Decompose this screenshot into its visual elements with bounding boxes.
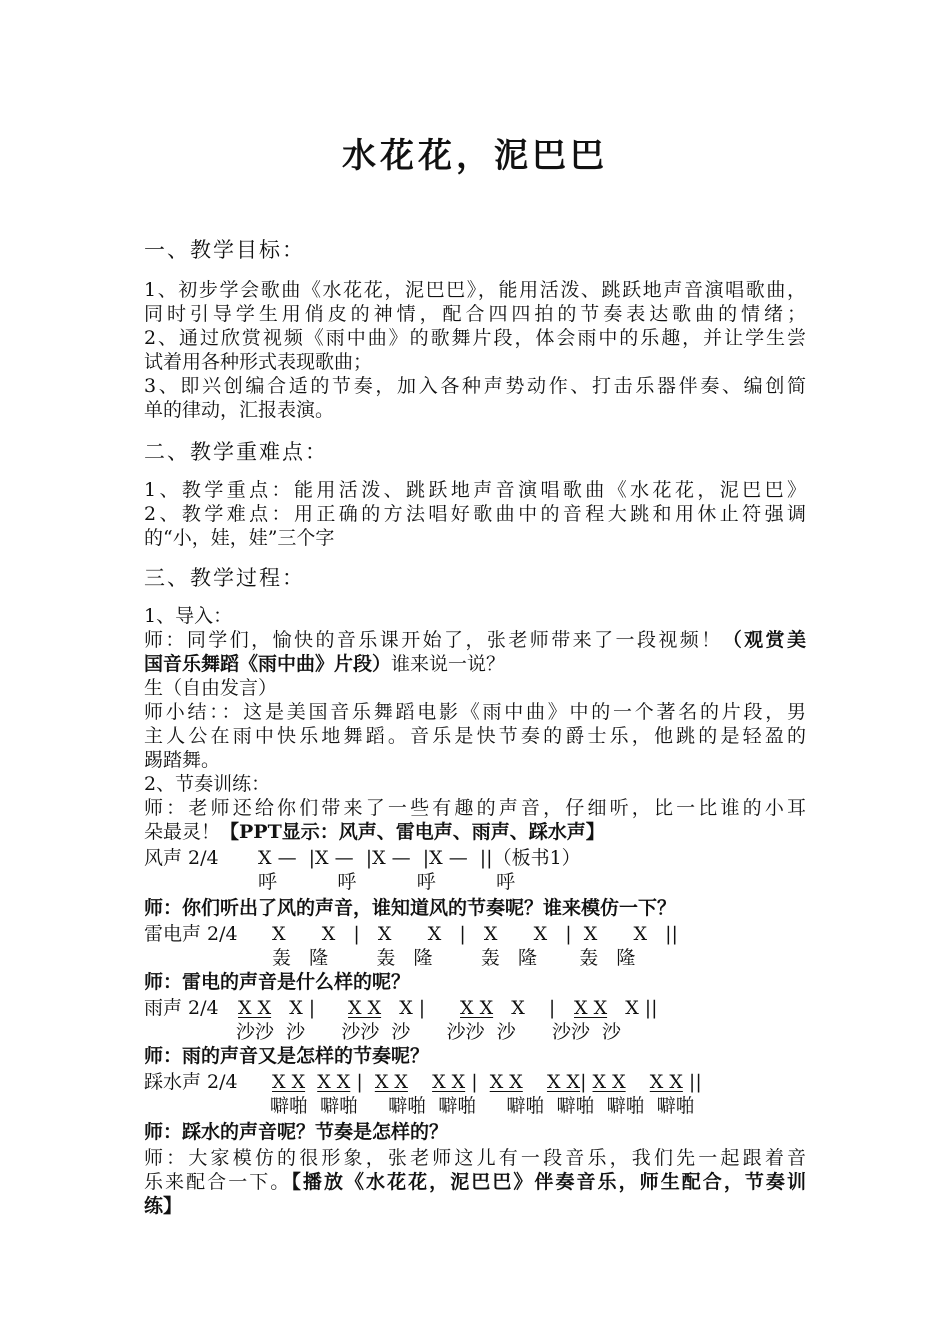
question-thunder: 师：雷电的声音是什么样的呢？ — [144, 971, 411, 993]
section-heading-keypoints: 二、教学重难点： — [144, 440, 328, 464]
rain-quarter: X || — [607, 997, 658, 1019]
thunder-notes: X X | X X | X X | X X || — [272, 923, 678, 945]
question-splash: 师：踩水的声音呢？节奏是怎样的？ — [144, 1121, 449, 1143]
teacher-line — [144, 652, 505, 676]
goal-line: 1、初步学会歌曲《水花花，泥巴巴》，能用活泼、跳跃地声音演唱歌曲， — [144, 279, 806, 301]
teacher-line — [144, 820, 605, 844]
play-note: 【播放《水花花，泥巴巴》伴奏音乐，师生配合，节奏训 — [291, 1171, 806, 1193]
teacher-line: 师：大家模仿的很形象，张老师这儿有一段音乐，我们先一起跟着音 — [144, 1147, 806, 1169]
teacher-line — [144, 1170, 806, 1194]
rain-notes — [348, 996, 425, 1020]
section-heading-goals: 一、教学目标： — [144, 238, 305, 262]
goal-line: 试着用各种形式表现歌曲； — [144, 351, 373, 373]
rain-notes — [574, 996, 658, 1020]
document-title: 水花花，泥巴巴 — [342, 136, 608, 176]
splash-eighths: X X — [317, 1071, 351, 1093]
keypoint-line: 1、教学重点：能用活泼、跳跃地声音演唱歌曲《水花花，泥巴巴》 — [144, 479, 806, 501]
summary-line: 师小结：：这是美国音乐舞蹈电影《雨中曲》中的一个著名的片段，男 — [144, 701, 806, 723]
teacher-bold-text: 国音乐舞蹈《雨中曲》片段） — [144, 653, 392, 675]
wind-label: 风声 2/4 — [144, 847, 219, 869]
teacher-line: 师：老师还给你们带来了一些有趣的声音，仔细听，比一比谁的小耳 — [144, 797, 806, 819]
teacher-text: 谁来说一说？ — [391, 653, 506, 675]
splash-eighths: X X — [649, 1071, 683, 1093]
teacher-text: 朵最灵！ — [144, 821, 221, 843]
question-rain: 师：雨的声音又是怎样的节奏呢？ — [144, 1045, 430, 1067]
rain-quarter: X | — [271, 997, 316, 1019]
teacher-line — [144, 628, 806, 652]
splash-syllables: 噼啪 噼啪 噼啪 噼啪 噼啪 噼啪 噼啪 噼啪 — [270, 1095, 695, 1117]
question-wind: 师：你们听出了风的声音，谁知道风的节奏呢？谁来模仿一下？ — [144, 897, 677, 919]
thunder-label: 雷电声 2/4 — [144, 923, 238, 945]
rain-quarter: X | — [381, 997, 426, 1019]
keypoint-line: 2、教学难点：用正确的方法唱好歌曲中的音程大跳和用休止符强调 — [144, 503, 806, 525]
splash-eighths: X X — [489, 1071, 523, 1093]
summary-line: 踢踏舞。 — [144, 749, 221, 771]
wind-notes: X — |X — |X — |X — ||（板书1） — [258, 847, 581, 869]
rain-eighths: X X — [460, 997, 494, 1019]
rain-eighths: X X — [348, 997, 382, 1019]
splash-eighths: X X — [374, 1071, 408, 1093]
splash-label: 踩水声 2/4 — [144, 1071, 238, 1093]
splash-eighths: X X — [546, 1071, 581, 1093]
goal-line: 2、通过欣赏视频《雨中曲》的歌舞片段，体会雨中的乐趣，并让学生尝 — [144, 327, 806, 349]
section-heading-process: 三、教学过程： — [144, 566, 305, 590]
teacher-text: 师：同学们，愉快的音乐课开始了，张老师带来了一段视频！ — [144, 629, 723, 651]
ppt-note: 【PPT显示：风声、雷电声、雨声、踩水声】 — [220, 821, 605, 843]
goal-line: 单的律动，汇报表演。 — [144, 399, 335, 421]
rhythm-training-label: 2、节奏训练： — [144, 773, 271, 795]
rain-quarter: X | — [493, 997, 556, 1019]
rain-notes — [460, 996, 555, 1020]
rain-notes — [238, 996, 315, 1020]
splash-notes: X X X X | X X X X | X X X X| X X X X || — [272, 1071, 702, 1093]
splash-eighths: X X — [272, 1071, 306, 1093]
goal-line: 3、即兴创编合适的节奏，加入各种声势动作、打击乐器伴奏、编创简 — [144, 375, 806, 397]
rain-eighths: X X — [574, 997, 608, 1019]
teacher-text: 乐来配合一下。 — [144, 1171, 292, 1193]
student-line: 生（自由发言） — [144, 677, 278, 699]
rain-syllables: 沙沙 沙 沙沙 沙 沙沙 沙 沙沙 沙 — [236, 1021, 622, 1043]
rain-eighths: X X — [238, 997, 272, 1019]
wind-syllables: 呼 呼 呼 呼 — [258, 871, 516, 893]
splash-eighths: X X — [592, 1071, 626, 1093]
keypoint-line: 的“小，娃，娃”三个字 — [144, 527, 335, 549]
summary-line: 主人公在雨中快乐地舞蹈。音乐是快节奏的爵士乐，他跳的是轻盈的 — [144, 725, 806, 747]
splash-eighths: X X — [432, 1071, 466, 1093]
teacher-bold-text: （观赏美 — [722, 629, 806, 651]
intro-label: 1、导入： — [144, 605, 233, 627]
play-note-end: 练】 — [144, 1195, 183, 1217]
thunder-syllables: 轰 隆 轰 隆 轰 隆 轰 隆 — [272, 947, 636, 969]
rain-label: 雨声 2/4 — [144, 997, 219, 1019]
goal-line: 同时引导学生用俏皮的神情，配合四四拍的节奏表达歌曲的情绪； — [144, 303, 806, 325]
